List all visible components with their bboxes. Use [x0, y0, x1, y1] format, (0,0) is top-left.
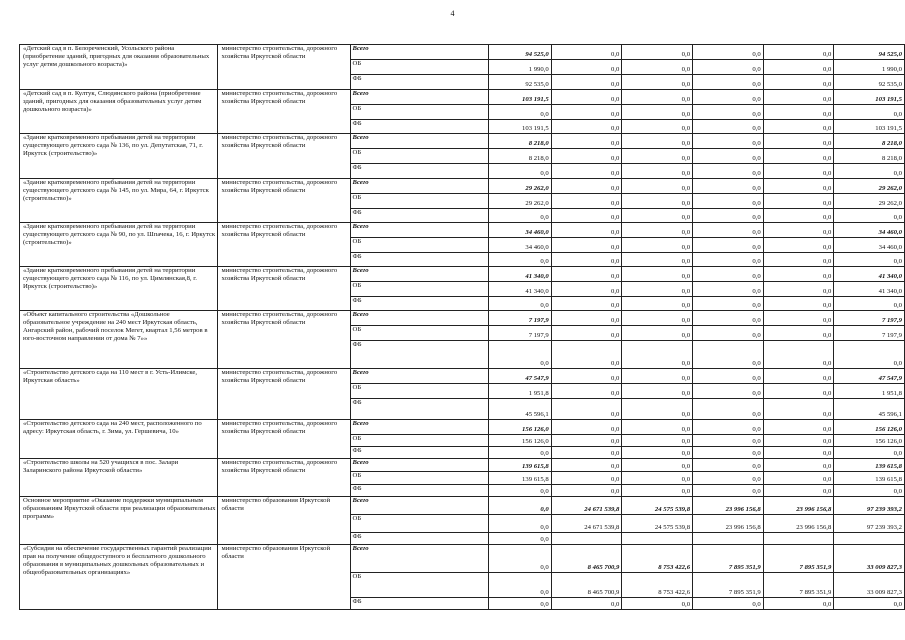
executor-name: министерство строительства, дорожного хозяйства Иркутской области: [218, 45, 350, 90]
amount-cell: 0,0: [763, 238, 834, 253]
amount-cell: 41 340,0: [834, 282, 905, 297]
amount-cell: 0,0: [763, 105, 834, 120]
amount-cell: 103 191,5: [489, 120, 552, 134]
amount-cell: 0,0: [693, 420, 764, 435]
measure-name: «Строительство детского сада на 240 мест, расположенного по адресу: Иркутская область, г. Зима, ул. Гершевича, 10»: [20, 420, 218, 459]
amount-cell: 0,0: [763, 472, 834, 485]
amount-cell: 7 197,9: [489, 326, 552, 341]
amount-cell: 0,0: [551, 297, 622, 311]
amount-cell: 0,0: [551, 282, 622, 297]
amount-cell: 0,0: [693, 253, 764, 267]
amount-cell: 0,0: [622, 223, 693, 238]
measure-name: «Строительство детского сада на 110 мест в г. Усть-Илимске, Иркутская область»: [20, 369, 218, 420]
amount-cell: 0,0: [551, 149, 622, 164]
amount-cell: 0,0: [622, 447, 693, 459]
amount-cell: 0,0: [693, 45, 764, 60]
amount-cell: 0,0: [834, 253, 905, 267]
amount-cell: 0,0: [622, 209, 693, 223]
amount-cell: 0,0: [622, 399, 693, 420]
amount-cell: 0,0: [693, 485, 764, 497]
funding-source-label: ОБ: [350, 238, 489, 253]
amount-cell: 0,0: [693, 459, 764, 472]
amount-cell: 0,0: [834, 209, 905, 223]
funding-source-label: ФБ: [350, 341, 489, 369]
amount-cell: 0,0: [622, 253, 693, 267]
amount-cell: 0,0: [551, 384, 622, 399]
funding-source-label: ФБ: [350, 164, 489, 179]
amount-cell: 0,0: [693, 120, 764, 134]
amount-cell: 0,0: [622, 341, 693, 369]
amount-cell: 0,0: [834, 297, 905, 311]
amount-cell: 0,0: [551, 420, 622, 435]
amount-cell: 0,0: [622, 267, 693, 282]
amount-cell: 0,0: [551, 326, 622, 341]
funding-source-label: Всего: [350, 134, 489, 149]
amount-cell: 7 895 351,9: [763, 545, 834, 573]
funding-source-label: ФБ: [350, 533, 489, 545]
funding-source-label: ФБ: [350, 485, 489, 497]
amount-cell: 0,0: [763, 459, 834, 472]
amount-cell: 0,0: [551, 223, 622, 238]
amount-cell: 8 753 422,6: [622, 545, 693, 573]
amount-cell: 0,0: [763, 369, 834, 384]
amount-cell: 0,0: [763, 45, 834, 60]
amount-cell: 0,0: [622, 75, 693, 90]
amount-cell: 0,0: [489, 253, 552, 267]
amount-cell: 0,0: [551, 472, 622, 485]
table-row: [20, 311, 905, 326]
amount-cell: 103 191,5: [489, 90, 552, 105]
executor-name: министерство образования Иркутской области: [218, 497, 350, 545]
amount-cell: 0,0: [489, 533, 552, 545]
amount-cell: 8 753 422,6: [622, 573, 693, 598]
amount-cell: 0,0: [489, 598, 552, 610]
funding-source-label: ОБ: [350, 515, 489, 533]
amount-cell: 24 575 539,8: [622, 515, 693, 533]
amount-cell: [693, 533, 764, 545]
amount-cell: 29 262,0: [834, 179, 905, 194]
amount-cell: 139 615,8: [834, 459, 905, 472]
amount-cell: 0,0: [693, 267, 764, 282]
funding-source-label: ФБ: [350, 399, 489, 420]
amount-cell: 0,0: [693, 105, 764, 120]
amount-cell: 41 340,0: [834, 267, 905, 282]
funding-source-label: ОБ: [350, 573, 489, 598]
amount-cell: 0,0: [622, 297, 693, 311]
amount-cell: 0,0: [693, 369, 764, 384]
amount-cell: 0,0: [693, 75, 764, 90]
amount-cell: 0,0: [489, 341, 552, 369]
amount-cell: 0,0: [622, 120, 693, 134]
amount-cell: 0,0: [551, 341, 622, 369]
amount-cell: 45 596,1: [834, 399, 905, 420]
funding-source-label: ФБ: [350, 209, 489, 223]
amount-cell: 0,0: [622, 384, 693, 399]
measure-name: «Здание кратковременного пребывания детей на территории существующего детского сада № 145, по ул. Мира, 64, г. Иркутск (строительство)»: [20, 179, 218, 223]
amount-cell: 97 239 393,2: [834, 515, 905, 533]
amount-cell: 0,0: [693, 149, 764, 164]
amount-cell: 0,0: [763, 399, 834, 420]
amount-cell: 0,0: [834, 598, 905, 610]
amount-cell: 0,0: [693, 223, 764, 238]
amount-cell: 0,0: [622, 45, 693, 60]
amount-cell: 139 615,8: [489, 459, 552, 472]
amount-cell: 0,0: [763, 179, 834, 194]
amount-cell: 0,0: [763, 435, 834, 447]
funding-source-label: Всего: [350, 179, 489, 194]
amount-cell: 0,0: [693, 179, 764, 194]
amount-cell: 0,0: [622, 164, 693, 179]
amount-cell: 139 615,8: [834, 472, 905, 485]
amount-cell: 0,0: [693, 384, 764, 399]
page-number: 4: [450, 9, 455, 18]
amount-cell: [763, 533, 834, 545]
table-row: [20, 545, 905, 573]
amount-cell: 23 996 156,8: [693, 497, 764, 515]
amount-cell: 103 191,5: [834, 120, 905, 134]
measure-name: Основное мероприятие «Оказание поддержки муниципальным образованиям Иркутской области при реализации образовательных программ»: [20, 497, 218, 545]
funding-source-label: ФБ: [350, 75, 489, 90]
measure-name: «Детский сад в п. Култук, Слюдянского района (приобретение зданий, пригодных для оказания образовательных услуг детям дошкольного возраста)»: [20, 90, 218, 134]
amount-cell: 29 262,0: [489, 179, 552, 194]
amount-cell: 0,0: [763, 120, 834, 134]
amount-cell: 0,0: [551, 253, 622, 267]
amount-cell: 94 525,0: [834, 45, 905, 60]
amount-cell: 0,0: [763, 209, 834, 223]
amount-cell: 0,0: [551, 435, 622, 447]
amount-cell: 0,0: [763, 384, 834, 399]
funding-source-label: ОБ: [350, 326, 489, 341]
amount-cell: 0,0: [489, 573, 552, 598]
amount-cell: 0,0: [622, 435, 693, 447]
amount-cell: 0,0: [551, 45, 622, 60]
amount-cell: 0,0: [693, 447, 764, 459]
amount-cell: 92 535,0: [489, 75, 552, 90]
amount-cell: 34 460,0: [489, 238, 552, 253]
measure-name: «Объект капитального строительства «Дошкольное образовательное учреждение на 240 мест Иркутская область, Ангарский район, рабочий поселок Мегет, квартал 1,56 метров в юго-восточном направлении от дома № 7»»: [20, 311, 218, 369]
amount-cell: 0,0: [622, 134, 693, 149]
amount-cell: 0,0: [763, 447, 834, 459]
amount-cell: 34 460,0: [834, 238, 905, 253]
table-row: [20, 134, 905, 149]
amount-cell: 29 262,0: [489, 194, 552, 209]
amount-cell: 0,0: [622, 472, 693, 485]
executor-name: министерство строительства, дорожного хозяйства Иркутской области: [218, 420, 350, 459]
amount-cell: 0,0: [622, 598, 693, 610]
amount-cell: [551, 533, 622, 545]
executor-name: министерство строительства, дорожного хозяйства Иркутской области: [218, 179, 350, 223]
amount-cell: 0,0: [693, 435, 764, 447]
amount-cell: 8 465 700,9: [551, 573, 622, 598]
amount-cell: 0,0: [763, 420, 834, 435]
funding-source-label: ФБ: [350, 120, 489, 134]
amount-cell: 0,0: [693, 472, 764, 485]
amount-cell: 0,0: [551, 399, 622, 420]
table-row: [20, 45, 905, 60]
amount-cell: 34 460,0: [834, 223, 905, 238]
amount-cell: 156 126,0: [834, 420, 905, 435]
amount-cell: [622, 533, 693, 545]
funding-source-label: ФБ: [350, 447, 489, 459]
amount-cell: 0,0: [551, 369, 622, 384]
amount-cell: 7 197,9: [834, 311, 905, 326]
amount-cell: 0,0: [551, 120, 622, 134]
funding-source-label: ОБ: [350, 435, 489, 447]
amount-cell: 0,0: [834, 164, 905, 179]
amount-cell: 23 996 156,8: [763, 515, 834, 533]
amount-cell: 33 009 827,3: [834, 573, 905, 598]
amount-cell: 0,0: [763, 282, 834, 297]
amount-cell: 0,0: [551, 179, 622, 194]
amount-cell: 0,0: [489, 447, 552, 459]
amount-cell: 0,0: [489, 485, 552, 497]
amount-cell: 0,0: [622, 179, 693, 194]
amount-cell: 0,0: [693, 209, 764, 223]
amount-cell: 0,0: [489, 297, 552, 311]
amount-cell: 0,0: [693, 282, 764, 297]
amount-cell: 0,0: [693, 194, 764, 209]
funding-source-label: Всего: [350, 45, 489, 60]
amount-cell: 0,0: [551, 164, 622, 179]
amount-cell: 0,0: [622, 105, 693, 120]
amount-cell: 0,0: [693, 238, 764, 253]
funding-source-label: ОБ: [350, 60, 489, 75]
amount-cell: 0,0: [763, 75, 834, 90]
measure-name: «Здание кратковременного пребывания детей на территории существующего детского сада № 90, по ул. Шпачека, 16, г. Иркутск (строительство)»: [20, 223, 218, 267]
table-row: [20, 497, 905, 515]
amount-cell: 0,0: [693, 297, 764, 311]
amount-cell: 8 218,0: [834, 134, 905, 149]
amount-cell: 0,0: [551, 134, 622, 149]
amount-cell: 0,0: [489, 497, 552, 515]
funding-source-label: Всего: [350, 420, 489, 435]
amount-cell: 0,0: [551, 485, 622, 497]
amount-cell: 0,0: [551, 209, 622, 223]
amount-cell: 8 218,0: [834, 149, 905, 164]
funding-source-label: ОБ: [350, 194, 489, 209]
amount-cell: 41 340,0: [489, 282, 552, 297]
amount-cell: 92 535,0: [834, 75, 905, 90]
amount-cell: 0,0: [763, 149, 834, 164]
funding-source-label: Всего: [350, 369, 489, 384]
executor-name: министерство образования Иркутской области: [218, 545, 350, 610]
amount-cell: 156 126,0: [834, 435, 905, 447]
amount-cell: 0,0: [622, 90, 693, 105]
table-row: [20, 267, 905, 282]
measure-name: «Строительство школы на 520 учащихся в пос. Залари Заларинского района Иркутской области»: [20, 459, 218, 497]
amount-cell: 0,0: [693, 399, 764, 420]
executor-name: министерство строительства, дорожного хозяйства Иркутской области: [218, 311, 350, 369]
amount-cell: 0,0: [763, 223, 834, 238]
amount-cell: 0,0: [551, 267, 622, 282]
amount-cell: 29 262,0: [834, 194, 905, 209]
amount-cell: 0,0: [489, 545, 552, 573]
funding-source-label: Всего: [350, 311, 489, 326]
table-row: [20, 90, 905, 105]
amount-cell: 0,0: [763, 267, 834, 282]
funding-source-label: Всего: [350, 267, 489, 282]
amount-cell: 33 009 827,3: [834, 545, 905, 573]
amount-cell: 45 596,1: [489, 399, 552, 420]
amount-cell: 0,0: [763, 60, 834, 75]
executor-name: министерство строительства, дорожного хозяйства Иркутской области: [218, 90, 350, 134]
funding-source-label: Всего: [350, 223, 489, 238]
amount-cell: 0,0: [622, 485, 693, 497]
amount-cell: 1 951,8: [489, 384, 552, 399]
funding-source-label: ОБ: [350, 105, 489, 120]
amount-cell: 103 191,5: [834, 90, 905, 105]
amount-cell: 0,0: [763, 311, 834, 326]
measure-name: «Детский сад в п. Белореченский, Усольского района (приобретение зданий, пригодных для оказания образовательных услуг детям дошкольного возраста)»: [20, 45, 218, 90]
amount-cell: 0,0: [693, 311, 764, 326]
executor-name: министерство строительства, дорожного хозяйства Иркутской области: [218, 459, 350, 497]
amount-cell: 7 197,9: [834, 326, 905, 341]
amount-cell: 0,0: [489, 105, 552, 120]
amount-cell: 0,0: [763, 253, 834, 267]
amount-cell: 97 239 393,2: [834, 497, 905, 515]
amount-cell: 0,0: [622, 369, 693, 384]
amount-cell: 0,0: [834, 447, 905, 459]
amount-cell: 0,0: [622, 149, 693, 164]
executor-name: министерство строительства, дорожного хозяйства Иркутской области: [218, 369, 350, 420]
table-row: [20, 459, 905, 472]
funding-source-label: ОБ: [350, 149, 489, 164]
amount-cell: 47 547,9: [834, 369, 905, 384]
amount-cell: 8 465 700,9: [551, 545, 622, 573]
amount-cell: 0,0: [551, 90, 622, 105]
amount-cell: 0,0: [763, 134, 834, 149]
amount-cell: [834, 533, 905, 545]
amount-cell: 0,0: [622, 311, 693, 326]
funding-source-label: ФБ: [350, 598, 489, 610]
amount-cell: 0,0: [834, 485, 905, 497]
amount-cell: 0,0: [763, 90, 834, 105]
amount-cell: 34 460,0: [489, 223, 552, 238]
funding-source-label: Всего: [350, 545, 489, 573]
amount-cell: 8 218,0: [489, 134, 552, 149]
amount-cell: 8 218,0: [489, 149, 552, 164]
amount-cell: 0,0: [834, 341, 905, 369]
amount-cell: 47 547,9: [489, 369, 552, 384]
amount-cell: 0,0: [551, 447, 622, 459]
amount-cell: 0,0: [551, 238, 622, 253]
amount-cell: 139 615,8: [489, 472, 552, 485]
amount-cell: 0,0: [693, 598, 764, 610]
amount-cell: 7 197,9: [489, 311, 552, 326]
measure-name: «Субсидия на обеспечение государственных гарантий реализации прав на получение общедоступного и бесплатного дошкольного образования в муниципальных дошкольных образовательных и общеобразовательных организациях»: [20, 545, 218, 610]
amount-cell: 7 895 351,9: [693, 545, 764, 573]
amount-cell: 23 996 156,8: [763, 497, 834, 515]
amount-cell: 156 126,0: [489, 420, 552, 435]
amount-cell: 1 990,0: [489, 60, 552, 75]
amount-cell: 0,0: [763, 598, 834, 610]
amount-cell: 7 895 351,9: [693, 573, 764, 598]
amount-cell: 0,0: [551, 459, 622, 472]
amount-cell: 156 126,0: [489, 435, 552, 447]
table-row: [20, 369, 905, 384]
amount-cell: 0,0: [551, 75, 622, 90]
amount-cell: 0,0: [551, 311, 622, 326]
funding-source-label: Всего: [350, 459, 489, 472]
amount-cell: 0,0: [489, 164, 552, 179]
amount-cell: 0,0: [763, 326, 834, 341]
amount-cell: 0,0: [693, 90, 764, 105]
amount-cell: 0,0: [834, 105, 905, 120]
funding-source-label: ОБ: [350, 472, 489, 485]
amount-cell: 0,0: [622, 420, 693, 435]
amount-cell: 0,0: [551, 194, 622, 209]
amount-cell: 0,0: [622, 194, 693, 209]
amount-cell: 0,0: [693, 60, 764, 75]
amount-cell: 0,0: [763, 341, 834, 369]
amount-cell: 0,0: [693, 326, 764, 341]
amount-cell: 0,0: [622, 326, 693, 341]
amount-cell: 1 990,0: [834, 60, 905, 75]
amount-cell: 41 340,0: [489, 267, 552, 282]
amount-cell: 0,0: [551, 105, 622, 120]
funding-source-label: ОБ: [350, 384, 489, 399]
amount-cell: 0,0: [693, 134, 764, 149]
amount-cell: 0,0: [622, 459, 693, 472]
amount-cell: 0,0: [489, 209, 552, 223]
funding-source-label: ОБ: [350, 282, 489, 297]
amount-cell: 1 951,8: [834, 384, 905, 399]
amount-cell: 0,0: [693, 341, 764, 369]
amount-cell: 24 671 539,8: [551, 515, 622, 533]
amount-cell: 0,0: [489, 515, 552, 533]
executor-name: министерство строительства, дорожного хозяйства Иркутской области: [218, 223, 350, 267]
amount-cell: 0,0: [693, 164, 764, 179]
budget-table: [19, 44, 905, 610]
funding-source-label: ФБ: [350, 297, 489, 311]
amount-cell: 0,0: [763, 164, 834, 179]
executor-name: министерство строительства, дорожного хозяйства Иркутской области: [218, 134, 350, 179]
amount-cell: 0,0: [763, 297, 834, 311]
funding-source-label: ФБ: [350, 253, 489, 267]
amount-cell: 0,0: [763, 485, 834, 497]
amount-cell: 7 895 351,9: [763, 573, 834, 598]
amount-cell: 24 575 539,8: [622, 497, 693, 515]
amount-cell: 0,0: [551, 60, 622, 75]
measure-name: «Здание кратковременного пребывания детей на территории существующего детского сада № 136, по ул. Депутатская, 71, г. Иркутск (строительство)»: [20, 134, 218, 179]
funding-source-label: Всего: [350, 497, 489, 515]
table-row: [20, 179, 905, 194]
amount-cell: 24 671 539,8: [551, 497, 622, 515]
amount-cell: 94 525,0: [489, 45, 552, 60]
amount-cell: 0,0: [622, 238, 693, 253]
measure-name: «Здание кратковременного пребывания детей на территории существующего детского сада № 116, по ул. Цимлянская,8, г. Иркутск (строительство)»: [20, 267, 218, 311]
funding-source-label: Всего: [350, 90, 489, 105]
amount-cell: 23 996 156,8: [693, 515, 764, 533]
table-row: [20, 223, 905, 238]
executor-name: министерство строительства, дорожного хозяйства Иркутской области: [218, 267, 350, 311]
amount-cell: 0,0: [622, 60, 693, 75]
amount-cell: 0,0: [551, 598, 622, 610]
amount-cell: 0,0: [763, 194, 834, 209]
amount-cell: 0,0: [622, 282, 693, 297]
table-row: [20, 420, 905, 435]
